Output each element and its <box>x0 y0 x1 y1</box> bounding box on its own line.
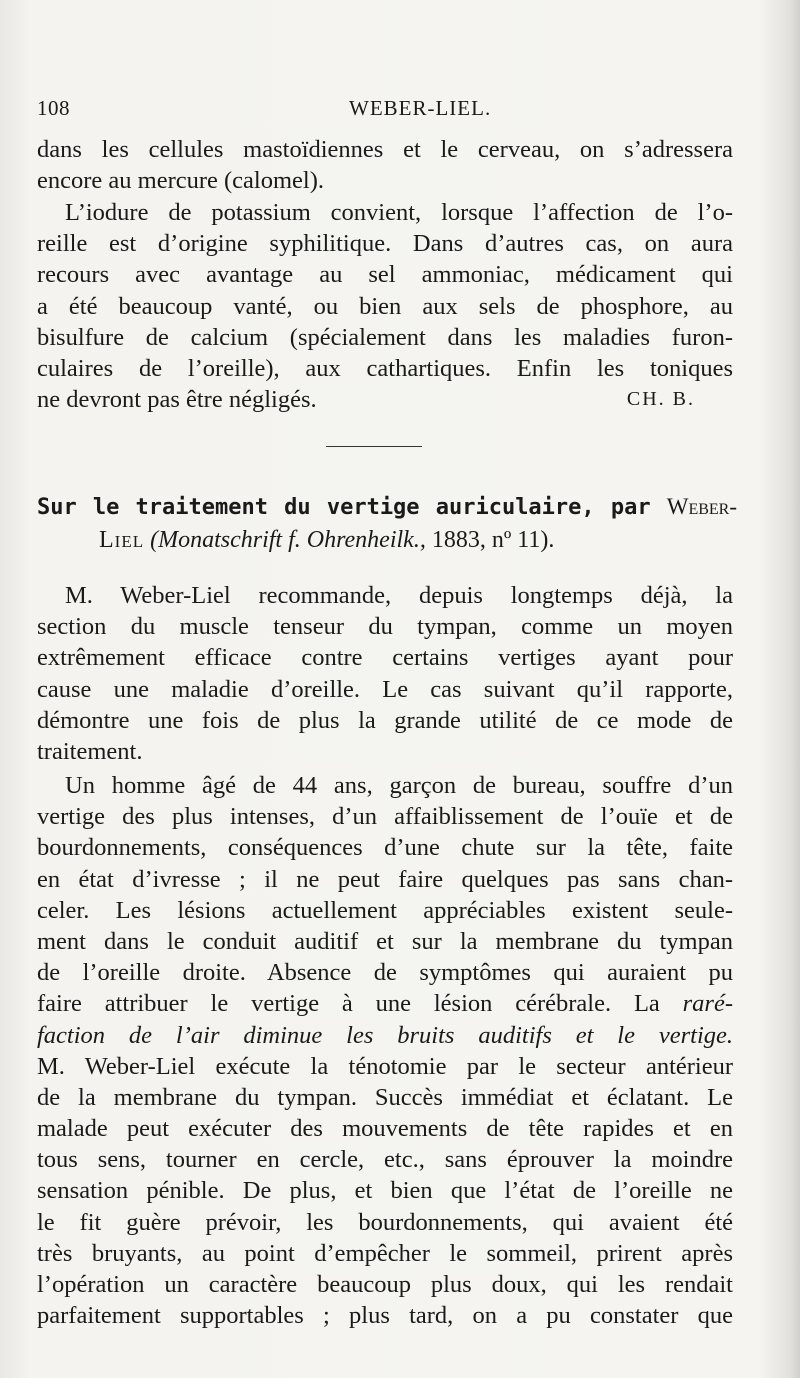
text-line: bourdonnements, conséquences d’une chute sur la tête, faite <box>37 834 733 862</box>
paragraph-case <box>37 770 733 1331</box>
text-line: dans les cellules mastoïdiennes et le cerveau, on s’adressera <box>37 136 733 163</box>
text-line: encore au mercure (calomel). <box>37 167 325 195</box>
text-line-mixed <box>37 988 733 1019</box>
text-line: très bruyants, au point d’empêcher le sommeil, prirent après <box>37 1239 733 1267</box>
italic-text: raré- <box>682 990 733 1018</box>
article-title-line2 <box>37 524 737 557</box>
article-title-text: Sur le traitement du vertige auriculaire, par <box>37 495 651 520</box>
text-line: en état d’ivresse ; il ne peut faire quelques pas sans chan- <box>37 865 733 893</box>
text-line: ment dans le conduit auditif et sur la membrane du tympan <box>37 927 733 955</box>
article-citation-journal: (Monatschrift f. Ohrenheilk., <box>150 527 426 553</box>
text-line: section du muscle tenseur du tympan, comme un moyen <box>37 613 733 641</box>
text-line: faire attribuer le vertige à une lésion cérébrale. La <box>37 990 660 1018</box>
text-line: de la membrane du tympan. Succès immédiat et éclatant. Le <box>37 1083 733 1111</box>
article-author: Weber- <box>666 494 737 519</box>
text-line: celer. Les lésions actuellement appréciables existent seule- <box>37 896 733 924</box>
text-line: l’opération un caractère beaucoup plus doux, qui les rendait <box>37 1271 733 1298</box>
text-line: traitement. <box>37 737 143 765</box>
text-line: malade peut exécuter des mouvements de tête rapides et en <box>37 1115 733 1143</box>
paragraph-weber-liel <box>37 580 733 767</box>
text-line: M. Weber-Liel recommande, depuis longtemps déjà, la <box>65 582 733 609</box>
italic-text-line: faction de l’air diminue les bruits auditifs et le vertige. <box>37 1021 733 1049</box>
text-line: tous sens, tourner en cercle, etc., sans éprouver la moindre <box>37 1146 733 1174</box>
text-line: vertige des plus intenses, d’un affaiblissement de l’ouïe et de <box>37 803 733 831</box>
article-title <box>37 490 737 557</box>
author-signature: CH. B. <box>626 388 695 411</box>
article-author-continued: Liel <box>99 527 145 553</box>
text-line: recours avec avantage au sel ammoniac, médicament qui <box>37 261 733 289</box>
page-number: 108 <box>37 96 70 120</box>
text-line: démontre une fois de plus la grande utilité de ce mode de <box>37 706 733 734</box>
text-line-with-signature <box>37 384 733 415</box>
section-divider <box>326 446 422 447</box>
paragraph-end-previous <box>37 134 733 196</box>
text-line: L’iodure de potassium convient, lorsque l’affection de l’o- <box>65 199 733 226</box>
paragraph-iodure <box>37 197 733 415</box>
text-line: a été beaucoup vanté, ou bien aux sels de phosphore, au <box>37 292 733 320</box>
text-line: extrêmement efficace contre certains vertiges ayant pour <box>37 644 733 672</box>
text-line: M. Weber-Liel exécute la ténotomie par le secteur antérieur <box>37 1052 733 1080</box>
article-title-line1 <box>37 490 737 524</box>
text-line: Un homme âgé de 44 ans, garçon de bureau, souffre d’un <box>65 772 733 799</box>
text-line: ne devront pas être négligés. <box>37 386 317 414</box>
text-line: de l’oreille droite. Absence de symptômes qui auraient pu <box>37 959 733 987</box>
text-line: bisulfure de calcium (spécialement dans les maladies furon- <box>37 323 733 351</box>
text-line: reille est d’origine syphilitique. Dans d’autres cas, on aura <box>37 230 733 258</box>
page-header <box>37 88 737 124</box>
text-line: parfaitement supportables ; plus tard, on a pu constater que <box>37 1302 733 1330</box>
text-line: sensation pénible. De plus, et bien que l’état de l’oreille ne <box>37 1177 733 1205</box>
text-line: culaires de l’oreille), aux cathartiques. Enfin les toniques <box>37 354 733 382</box>
article-citation-issue: 1883, nº 11). <box>425 527 555 553</box>
text-line: cause une maladie d’oreille. Le cas suivant qu’il rapporte, <box>37 675 733 703</box>
running-head: WEBER-LIEL. <box>349 96 492 120</box>
text-line: le fit guère prévoir, les bourdonnements, qui avaient été <box>37 1208 733 1236</box>
